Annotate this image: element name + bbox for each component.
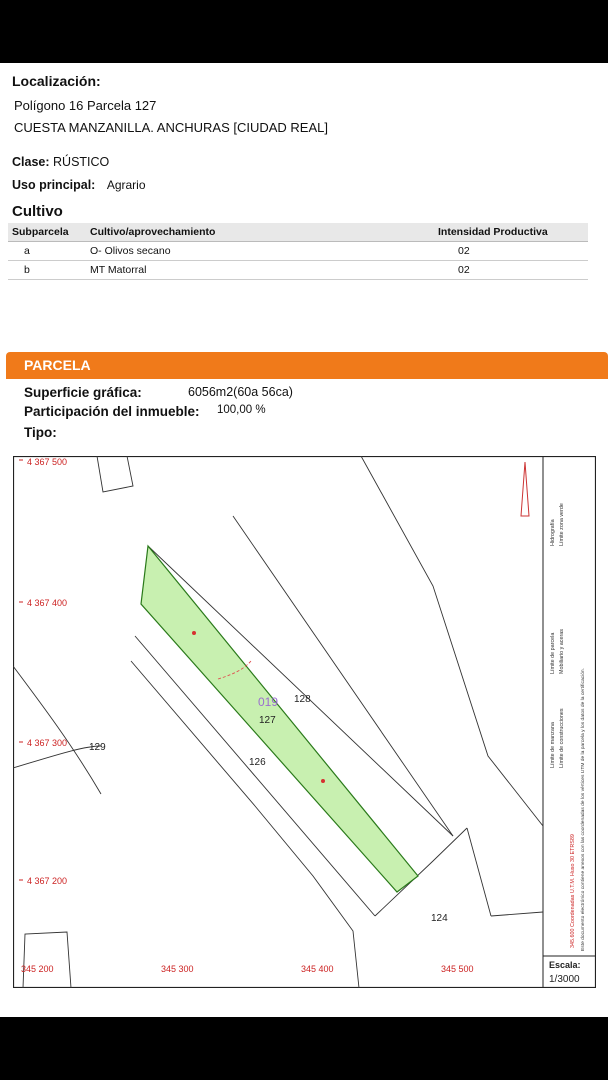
x-coord-label: 345 500 xyxy=(441,964,474,974)
cell-subparcela: b xyxy=(8,261,86,280)
legend-item: Límite de manzana xyxy=(550,722,556,768)
participacion-value: 100,00 % xyxy=(217,404,266,416)
cadastral-map xyxy=(13,456,596,988)
table-row xyxy=(8,261,588,280)
header-cultivo: Cultivo/aprovechamiento xyxy=(86,223,434,242)
parcel-label-019: 019 xyxy=(258,695,279,709)
cultivo-title: Cultivo xyxy=(12,203,63,220)
escala-label: Escala: xyxy=(549,960,581,970)
escala-value: 1/3000 xyxy=(549,974,580,985)
legend-note: Este documento electrónico contiene anexos con las coordenadas de los vértices UTM de la parcela y los datos de la certificación. xyxy=(581,668,586,951)
localizacion-line1: Polígono 16 Parcela 127 xyxy=(14,98,157,113)
y-coord-label: 4 367 200 xyxy=(27,876,68,886)
clase-label: Clase: xyxy=(12,155,50,169)
localizacion-line2: CUESTA MANZANILLA. ANCHURAS [CIUDAD REAL] xyxy=(14,120,328,135)
y-coord-label: 4 367 400 xyxy=(27,598,68,608)
cell-intensidad: 02 xyxy=(434,242,588,261)
document-page xyxy=(0,63,608,1017)
cell-cultivo: O- Olivos secano xyxy=(86,242,434,261)
subparcel-marker-b xyxy=(321,779,325,783)
parcel-label-128: 128 xyxy=(294,694,311,705)
header-intensidad: Intensidad Productiva xyxy=(434,223,588,242)
legend-item: Límite de construcciones xyxy=(559,708,565,768)
uso-value: Agrario xyxy=(106,178,146,192)
header-subparcela: Subparcela xyxy=(8,223,86,242)
cultivo-table xyxy=(8,223,588,280)
parcela-divider xyxy=(6,377,608,379)
cell-subparcela: a xyxy=(8,242,86,261)
parcel-label-124: 124 xyxy=(431,913,448,924)
parcela-title: PARCELA xyxy=(24,357,91,373)
x-coord-label: 345 400 xyxy=(301,964,334,974)
y-coord-label: 4 367 300 xyxy=(27,738,68,748)
parcela-header xyxy=(6,352,608,378)
x-coord-label: 345 300 xyxy=(161,964,194,974)
cell-cultivo: MT Matorral xyxy=(86,261,434,280)
legend-utm: 345.600 Coordenadas U.T.M. Huso 30 ETRS89 xyxy=(570,834,576,948)
subparcel-marker-a xyxy=(192,631,196,635)
superficie-value: 6056m2(60a 56ca) xyxy=(188,385,293,399)
legend-item: Límite de parcela xyxy=(550,632,556,674)
parcel-label-129: 129 xyxy=(89,742,106,753)
cell-intensidad: 02 xyxy=(434,261,588,280)
legend-item: Límite zona verde xyxy=(559,503,565,546)
parcel-label-127: 127 xyxy=(259,715,276,726)
table-header-row xyxy=(8,223,588,242)
clase-row xyxy=(12,155,109,169)
localizacion-title: Localización: xyxy=(12,73,101,89)
participacion-label: Participación del inmueble: xyxy=(24,404,200,419)
uso-row xyxy=(12,178,146,192)
superficie-label: Superficie gráfica: xyxy=(24,385,142,400)
table-row xyxy=(8,242,588,261)
map-frame xyxy=(14,457,596,988)
uso-label: Uso principal: xyxy=(12,178,96,192)
parcel-label-126: 126 xyxy=(249,757,266,768)
y-coord-label: 4 367 500 xyxy=(27,457,68,467)
legend-item: Mobiliario y aceras xyxy=(559,629,565,674)
clase-value: RÚSTICO xyxy=(53,155,110,169)
legend-item: Hidrografía xyxy=(550,519,556,546)
x-coord-label: 345 200 xyxy=(21,964,54,974)
tipo-label: Tipo: xyxy=(24,425,57,440)
